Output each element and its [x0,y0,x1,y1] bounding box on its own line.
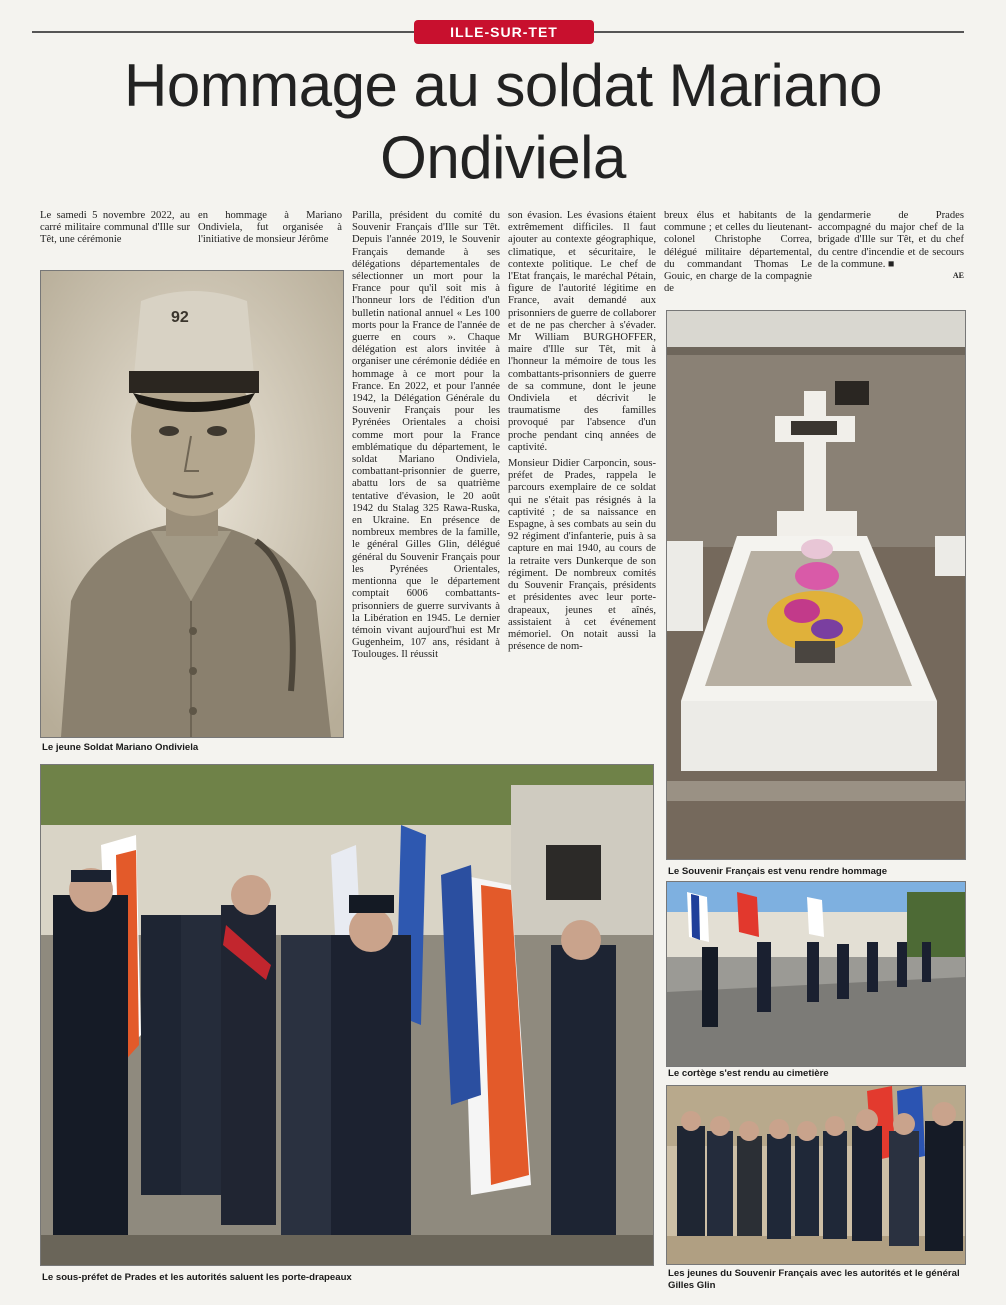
article-column-4 [508,210,656,745]
column-6-text: gendarmerie de Prades accompagné du major chef de la brigade d'Ille sur Têt, et du chef du centre d'incendie et de secours de la commune. [818,210,964,270]
section-tag: ILLE-SUR-TET [414,20,594,44]
end-mark: ■ [888,258,895,270]
author-signature: AE [952,271,964,281]
portrait-caption: Le jeune Soldat Mariano Ondiviela [42,742,199,753]
article-column-1: Le samedi 5 novembre 2022, au carré militaire communal d'Ille sur Têt, une cérémonie [40,210,190,246]
ceremony-caption: Le sous-préfet de Prades et les autorités saluent les porte-drapeaux [42,1272,352,1283]
grave-caption: Le Souvenir Français est venu rendre hommage [668,866,888,877]
column-4-paragraph-2: Monsieur Didier Carponcin, sous-préfet de Prades, rappela le parcours exemplaire de ce soldat qui ne s'était pas résignés à la captivité ; de sa naissance en Espagne, à ses combats au sein du 92 régiment d'infanterie, puis à sa capture en mai 1940, au cours de la retraite vers Dunkerque de son régiment. De nombreux comités du Souvenir Français, présidents et présidentes avec leur porte-drapeaux, jeunes et aînés, assistaient à cet événement mémoriel. On notait aussi la présence de nom- [508,458,656,653]
article-column-6 [818,210,964,290]
headline: Hommage au soldat Mariano Ondiviela [124,52,882,191]
cortege-caption: Le cortège s'est rendu au cimetière [668,1068,829,1079]
article-column-3: Parilla, président du comité du Souvenir Français d'Ille sur Têt. Depuis l'année 2019, le Souvenir Français demande à ses délégations départementales de sélectionner un mort pour la France pour qu'il soit mis à l'honneur lors de l'édition d'un bulletin national annuel « Les 100 morts pour la France de l'année de guerre en cours ». Chaque délégation est alors invitée à organiser une cérémonie dédiée en hommage à ce mort pour la France. En 2022, et pour l'année 1942, la Délégation Générale du Souvenir Français pour les Pyrénées Orientales a choisi comme mort pour la France emblématique du département, le soldat Mariano Ondiviela, combattant-prisonnier de guerre, abattu lors de sa quatrième tentative d'évasion, le 20 août 1942 du Stalag 325 Rawa-Ruska, en Ukraine. En présence de nombreux membres de la famille, le général Gilles Glin, délégué général du Souvenir Français pour les Pyrénées Orientales, mentionna que le département comptait 6006 combattants-prisonniers de guerre survivants à la Libération en 1945. Le dernier témoin vivant aujourd'hui est Mr Gugenheim, 107 ans, résidant à Toulouges. Il réussit [352,210,500,661]
ceremony-photo [40,764,654,1266]
youth-caption: Les jeunes du Souvenir Français avec les autorités et le général Gilles Glin [668,1268,960,1291]
portrait-photo [40,270,344,738]
column-4-paragraph-1: son évasion. Les évasions étaient extrêmement difficiles. Il faut ajouter au contexte géographique, climatique, et sécuritaire, le contexte politique. Le chef de l'Etat français, le maréchal Pétain, figure de l'autorité légitime en France, avait demandé aux prisonniers de guerre de collaborer et de ne pas chercher à s'évader. Mr William BURGHOFFER, maire d'Ille sur Têt, mit à l'honneur la mémoire de tous les combattants-prisonniers de guerre de sa commune, dont le jeune Ondiviela et décrivit le traumatisme des familles provoqué par l'absence d'un proche pendant cinq années de captivité. [508,210,656,453]
grave-photo [666,310,966,860]
youth-photo [666,1085,966,1265]
kepi-number: 92 [171,309,189,326]
article-column-5: breux élus et habitants de la commune ; et celles du lieutenant-colonel Christophe Correa, délégué militaire départemental, du commandant Thomas Le Gouic, en charge de la compagnie de [664,210,812,295]
cortege-photo [666,881,966,1067]
article-column-2: en hommage à Mariano Ondiviela, fut organisée à l'initiative de monsieur Jérôme [198,210,342,246]
